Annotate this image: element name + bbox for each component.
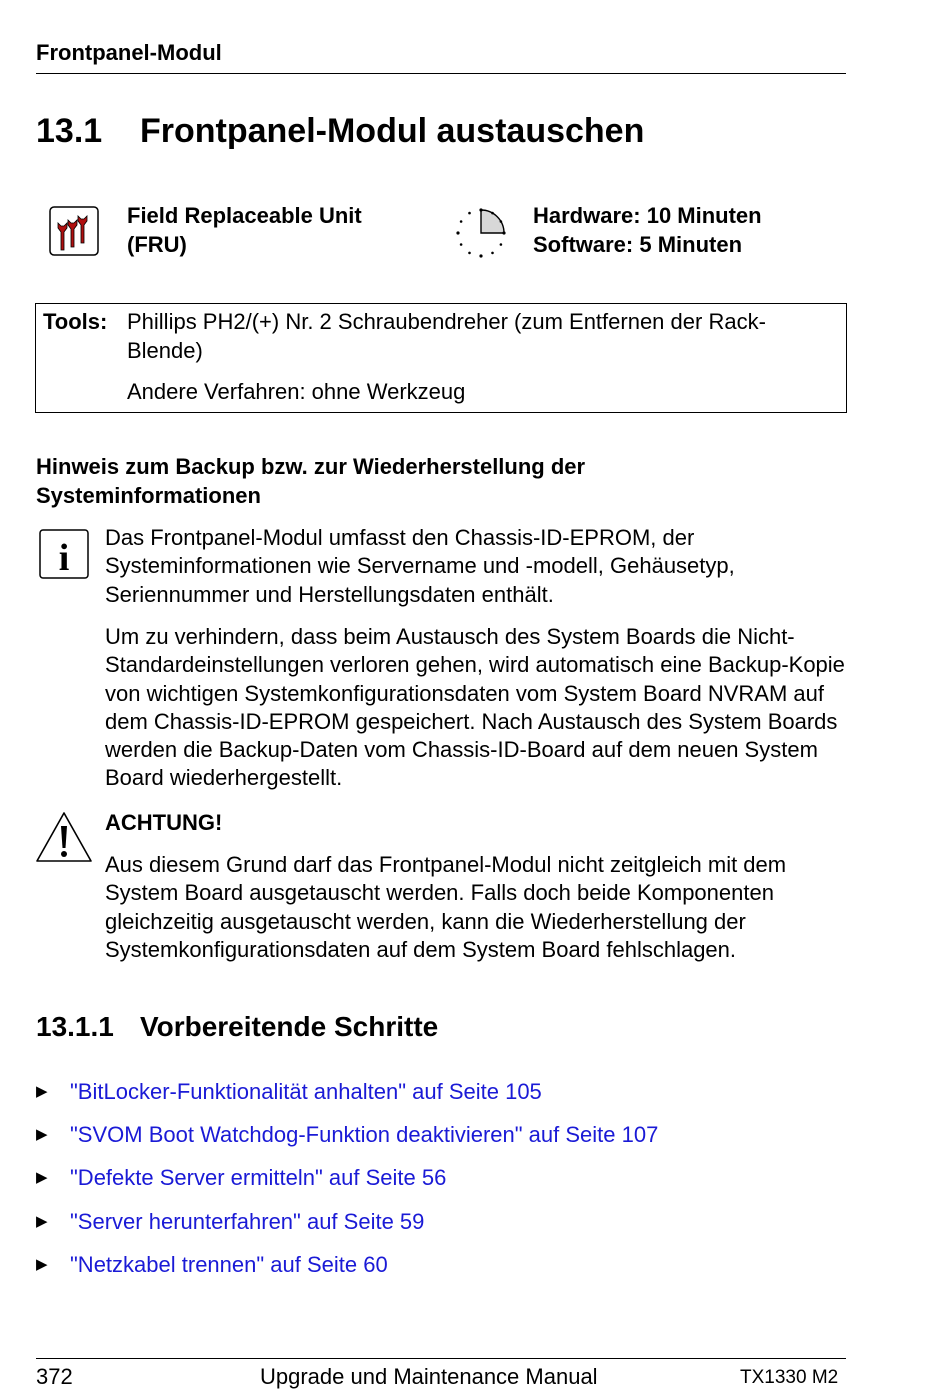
note-heading: Hinweis zum Backup bzw. zur Wiederherstellung der Systeminformationen bbox=[36, 454, 586, 508]
bullet-arrow-icon: ▶ bbox=[36, 1212, 48, 1230]
list-item bbox=[36, 1250, 836, 1293]
time-estimate bbox=[533, 201, 762, 259]
header-rule bbox=[36, 73, 846, 74]
step-link-power-cable[interactable]: "Netzkabel trennen" auf Seite 60 bbox=[70, 1251, 388, 1277]
subsection-title: Vorbereitende Schritte bbox=[140, 1011, 439, 1042]
info-icon bbox=[39, 529, 89, 579]
subsection-number: 13.1.1 bbox=[36, 1011, 114, 1042]
bullet-arrow-icon: ▶ bbox=[36, 1169, 48, 1187]
subsection-heading bbox=[36, 1011, 438, 1043]
clock-icon bbox=[454, 206, 508, 260]
list-item bbox=[36, 1163, 836, 1206]
tools-alternative: Andere Verfahren: ohne Werkzeug bbox=[127, 379, 466, 404]
note-paragraph-1: Das Frontpanel-Modul umfasst den Chassis-ID-EPROM, der Systeminformationen wie Servername und -modell, Gehäusetyp, Seriennummer und Herstellungsdaten enthält. bbox=[105, 525, 735, 607]
tools-primary: Phillips PH2/(+) Nr. 2 Schraubendreher (zum Entfernen der Rack-Blende) bbox=[127, 309, 766, 363]
fru-label-line2: (FRU) bbox=[127, 232, 187, 257]
manual-title: Upgrade und Maintenance Manual bbox=[260, 1364, 598, 1389]
svg-text:i: i bbox=[58, 537, 70, 579]
bullet-arrow-icon: ▶ bbox=[36, 1083, 48, 1100]
list-item bbox=[36, 1207, 836, 1250]
time-software: Software: 5 Minuten bbox=[533, 232, 743, 257]
tools-label: Tools: bbox=[43, 309, 108, 334]
bullet-arrow-icon: ▶ bbox=[36, 1255, 48, 1273]
list-item bbox=[36, 1120, 836, 1163]
step-link-defective-server[interactable]: "Defekte Server ermitteln" auf Seite 56 bbox=[70, 1165, 447, 1191]
footer-rule bbox=[36, 1358, 846, 1359]
running-header-title: Frontpanel-Modul bbox=[36, 40, 222, 65]
section-number: 13.1 bbox=[36, 112, 103, 150]
preparation-steps-list bbox=[36, 1077, 836, 1293]
fru-label bbox=[127, 201, 362, 259]
bullet-arrow-icon: ▶ bbox=[36, 1126, 48, 1144]
section-title: Frontpanel-Modul austauschen bbox=[140, 112, 645, 150]
step-link-svom-watchdog[interactable]: "SVOM Boot Watchdog-Funktion deaktivieren" auf Seite 107 bbox=[70, 1122, 659, 1148]
list-item bbox=[36, 1077, 836, 1120]
warning-triangle-icon bbox=[34, 810, 94, 864]
warning-title: ACHTUNG! bbox=[105, 810, 223, 835]
model-name: TX1330 M2 bbox=[740, 1367, 839, 1388]
step-link-bitlocker[interactable]: "BitLocker-Funktionalität anhalten" auf Seite 105 bbox=[70, 1079, 542, 1104]
note-paragraph-2: Um zu verhindern, dass beim Austausch des System Boards die Nicht-Standardeinstellungen verloren gehen, wird automatisch eine Backup-Kopie von wichtigen Systemkonfigurationsdaten vom System Board NVRAM auf dem Chassis-ID-EPROM gespeichert. Nach Austausch des System Boards werden die Backup-Daten vom Chassis-ID-Board auf dem neuen System Board wiederhergestellt. bbox=[105, 624, 845, 791]
fru-label-line1: Field Replaceable Unit bbox=[127, 203, 362, 228]
fru-wrenches-icon bbox=[49, 206, 99, 256]
warning-text: Aus diesem Grund darf das Frontpanel-Modul nicht zeitgleich mit dem System Board ausgetauscht werden. Falls doch beide Komponenten gleichzeitig ausgetauscht werden, kann die Wiederherstellung der Systemkonfigurationsdaten auf dem System Board fehlschlagen. bbox=[105, 852, 787, 962]
step-link-shutdown[interactable]: "Server herunterfahren" auf Seite 59 bbox=[70, 1208, 425, 1234]
section-heading bbox=[36, 112, 644, 151]
time-hardware: Hardware: 10 Minuten bbox=[533, 203, 762, 228]
page-number: 372 bbox=[36, 1364, 73, 1389]
